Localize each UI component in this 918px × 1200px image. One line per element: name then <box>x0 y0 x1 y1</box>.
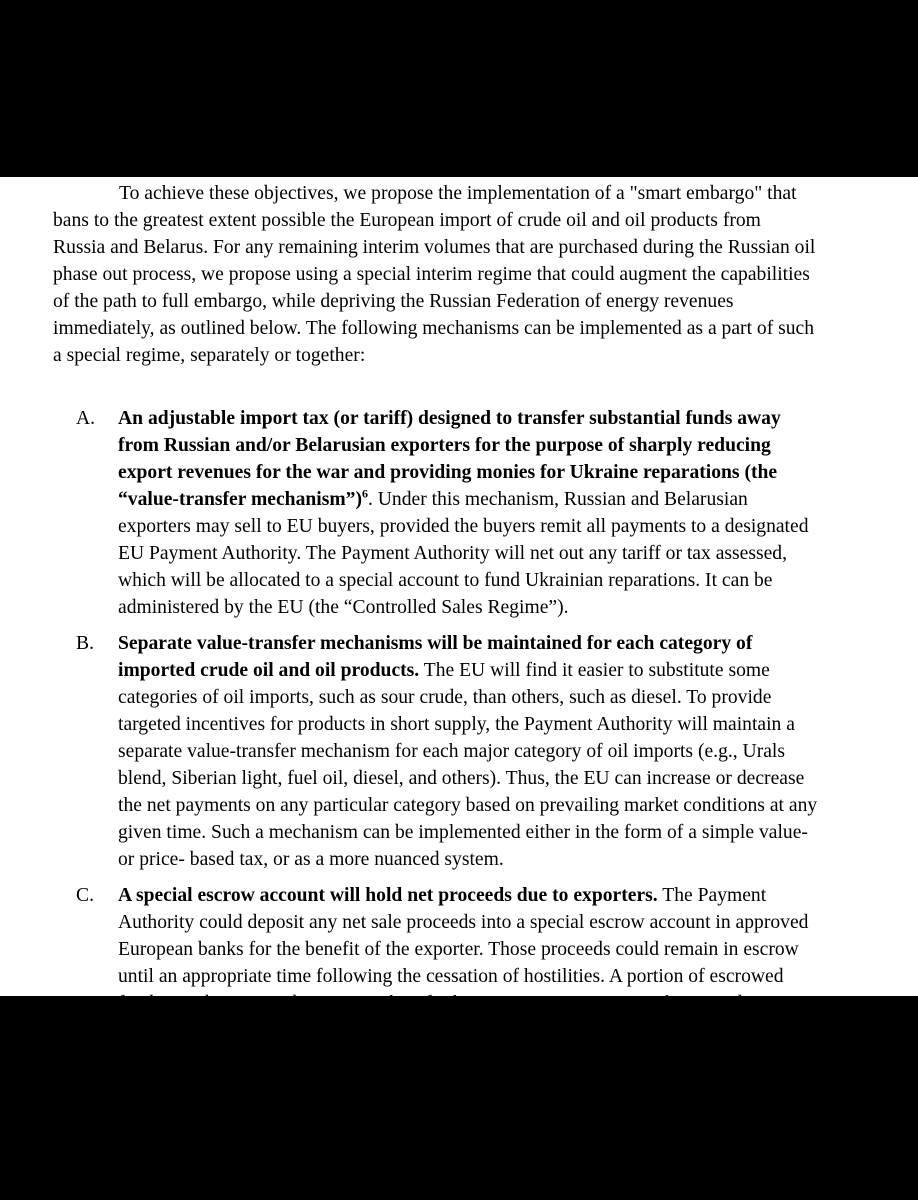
intro-line: of the path to full embargo, while depriving the Russian Federation of energy revenues <box>53 291 734 312</box>
list-item-body <box>118 882 815 1017</box>
text-line: which will be allocated to a special account to fund Ukrainian reparations. It can be <box>118 570 773 591</box>
list-letter: B. <box>76 633 94 654</box>
text-line: until an appropriate time following the cessation of hostilities. A portion of escrowed <box>118 966 784 987</box>
bold-line: export revenues for the war and providing monies for Ukraine reparations (the <box>118 462 778 483</box>
intro-line: immediately, as outlined below. The following mechanisms can be implemented as a part of such <box>53 318 815 339</box>
list-letter: C. <box>76 885 94 906</box>
text-line: administered by the EU (the “Controlled Sales Regime”). <box>118 597 569 618</box>
intro-line: bans to the greatest extent possible the European import of crude oil and oil products from <box>53 210 761 231</box>
intro-line: phase out process, we propose using a special interim regime that could augment the capabilities <box>53 264 810 285</box>
mixed-line: A special escrow account will hold net proceeds due to exporters. The Payment <box>118 885 767 906</box>
text-line: given time. Such a mechanism can be implemented either in the form of a simple value- <box>118 822 808 843</box>
text-line: targeted incentives for products in short supply, the Payment Authority will maintain a <box>118 714 795 735</box>
text-line: Authority could deposit any net sale proceeds into a special escrow account in approved <box>118 912 809 933</box>
text-line: separate value-transfer mechanism for each major category of oil imports (e.g., Urals <box>118 741 786 762</box>
document-page <box>0 177 918 1014</box>
text-line: EU Payment Authority. The Payment Authority will net out any tariff or tax assessed, <box>118 543 787 564</box>
text-line: exporters may sell to EU buyers, provided the buyers remit all payments to a designated <box>118 516 809 537</box>
text-line: categories of oil imports, such as sour crude, than others, such as diesel. To provide <box>118 687 772 708</box>
list-letter: A. <box>76 408 96 429</box>
bold-line: An adjustable import tax (or tariff) designed to transfer substantial funds away <box>118 408 781 429</box>
text-line: European banks for the benefit of the exporter. Those proceeds could remain in escrow <box>118 939 799 960</box>
bold-line: Separate value-transfer mechanisms will be maintained for each category of <box>118 633 753 654</box>
intro-line: To achieve these objectives, we propose the implementation of a "smart embargo" that <box>119 183 797 204</box>
footnote-marker: 6 <box>361 486 368 501</box>
text-line: or price- based tax, or as a more nuanced system. <box>118 849 504 870</box>
text-line: funds may be accessed sooner, such as for humanitarian purposes, at the EU’s discretion. <box>118 993 815 1014</box>
mixed-line: imported crude oil and oil products. The EU will find it easier to substitute some <box>118 660 770 681</box>
intro-line: a special regime, separately or together: <box>53 345 366 366</box>
bold-line: from Russian and/or Belarusian exporters for the purpose of sharply reducing <box>118 435 771 456</box>
text-line: the net payments on any particular category based on prevailing market conditions at any <box>118 795 818 816</box>
list-item-body <box>118 405 809 621</box>
text-line: blend, Siberian light, fuel oil, diesel, and others). Thus, the EU can increase or decrease <box>118 768 805 789</box>
list-item-body <box>118 630 817 873</box>
intro-line: Russia and Belarus. For any remaining interim volumes that are purchased during the Russian oil <box>53 237 816 258</box>
mixed-line: “value-transfer mechanism”)$^6$. Under this mechanism, Russian and Belarusian <box>118 486 748 510</box>
intro-paragraph <box>53 180 815 369</box>
